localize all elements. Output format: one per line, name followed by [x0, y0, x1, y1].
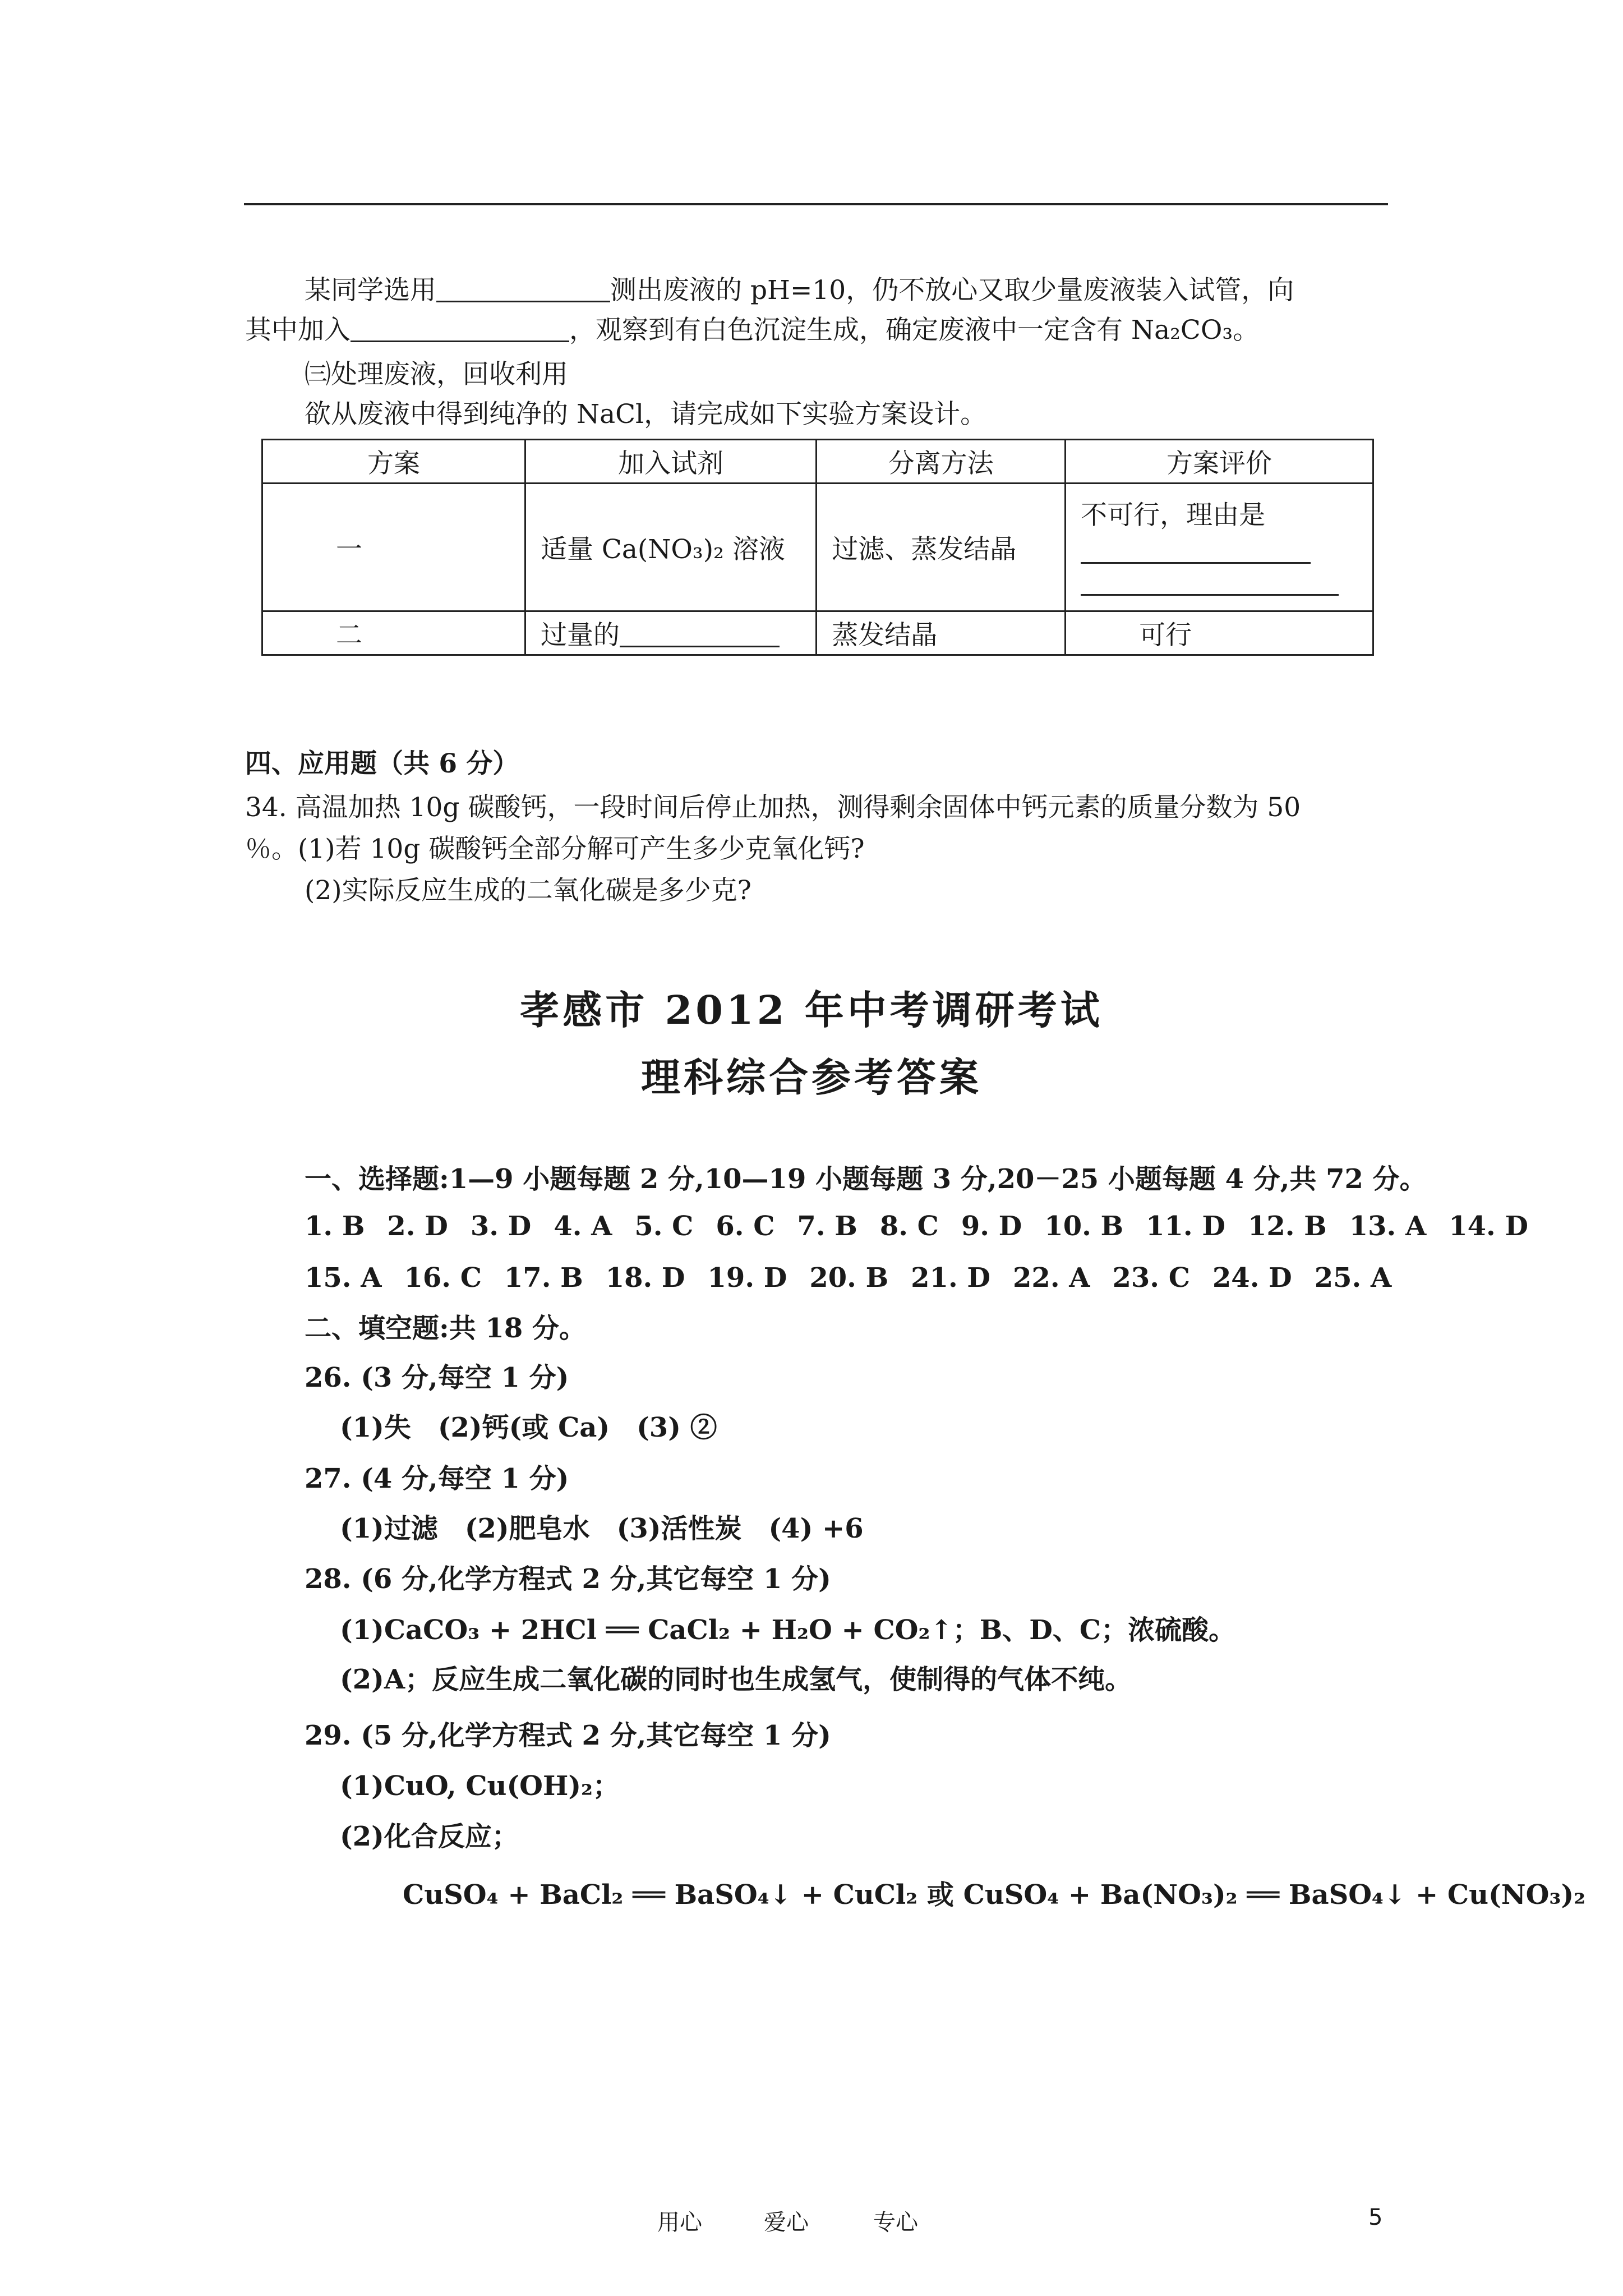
list-item: 3. D — [470, 1211, 532, 1242]
q34-line-1: 34. 高温加热 10g 碳酸钙，一段时间后停止加热，测得剩余固体中钙元素的质量分数为 50 — [245, 792, 1301, 823]
page-number: 5 — [1368, 2205, 1383, 2230]
reagent-cell: 过量的 — [525, 611, 816, 655]
q27-heading: 27. (4 分,每空 1 分) — [305, 1463, 569, 1494]
q28-answer-2: (2)A；反应生成二氧化碳的同时也生成氢气，使制得的气体不纯。 — [340, 1664, 1132, 1695]
header-rule — [244, 203, 1388, 205]
footer-motto-2: 爱心 — [764, 2210, 809, 2235]
reagent-blank[interactable] — [620, 620, 780, 647]
q26-answer: (1)失 (2)钙(或 Ca) (3) ② — [340, 1412, 717, 1443]
answer-section-2-title: 二、填空题:共 18 分。 — [305, 1313, 586, 1344]
footer-motto-3: 专心 — [873, 2210, 918, 2235]
plan-cell: 二 — [262, 611, 525, 655]
list-item: 19. D — [707, 1262, 787, 1294]
experiment-plan-table — [261, 439, 1374, 656]
header-plan: 方案 — [262, 440, 525, 484]
list-item: 14. D — [1449, 1211, 1529, 1242]
list-item: 1. B — [305, 1211, 365, 1242]
header-method: 分离方法 — [817, 440, 1066, 484]
answer-key-title: 孝感市 2012 年中考调研考试 — [520, 987, 1103, 1033]
question-line-2: 其中加入 ，观察到有白色沉淀生成，确定废液中一定含有 Na₂CO₃。 — [245, 315, 1260, 346]
q26-heading: 26. (3 分,每空 1 分) — [305, 1362, 569, 1393]
list-item: 16. C — [404, 1262, 482, 1294]
list-item: 4. A — [554, 1211, 612, 1242]
plan-cell: 一 — [262, 484, 525, 611]
question-line-1: 某同学选用 测出废液的 pH=10，仍不放心又取少量废液装入试管，向 — [305, 275, 1294, 306]
list-item: 20. B — [809, 1262, 889, 1294]
reagent-cell: 适量 Ca(NO₃)₂ 溶液 — [525, 484, 816, 611]
answer-section-1-title: 一、选择题:1—9 小题每题 2 分,10—19 小题每题 3 分,20－25 小题每题 4 分,共 72 分。 — [305, 1163, 1427, 1195]
header-reagent: 加入试剂 — [525, 440, 816, 484]
q29-answer-1: (1)CuO, Cu(OH)₂； — [340, 1770, 620, 1802]
list-item: 9. D — [961, 1211, 1022, 1242]
table-header-row — [262, 440, 1373, 484]
section-4-title: 四、应用题（共 6 分） — [245, 748, 519, 779]
list-item: 2. D — [387, 1211, 448, 1242]
q29-answer-3: CuSO₄ + BaCl₂ ══ BaSO₄↓ + CuCl₂ 或 CuSO₄ + Ba(NO₃)₂ ══ BaSO₄↓ + Cu(NO₃)₂ — [403, 1879, 1586, 1911]
q29-heading: 29. (5 分,化学方程式 2 分,其它每空 1 分) — [305, 1720, 831, 1751]
table-row — [262, 484, 1373, 611]
choice-answers-row-1 — [305, 1211, 1551, 1242]
method-cell: 过滤、蒸发结晶 — [817, 484, 1066, 611]
evaluation-cell: 可行 — [1066, 611, 1373, 655]
reason-blank-2[interactable] — [1081, 572, 1339, 596]
list-item: 13. A — [1349, 1211, 1427, 1242]
q29-answer-2: (2)化合反应； — [340, 1821, 519, 1852]
q28-answer-1: (1)CaCO₃ + 2HCl ══ CaCl₂ + H₂O + CO₂↑；B、D、C；浓硫酸。 — [340, 1614, 1236, 1646]
footer-motto-1: 用心 — [657, 2210, 702, 2235]
table-intro: 欲从废液中得到纯净的 NaCl，请完成如下实验方案设计。 — [305, 399, 987, 430]
list-item: 11. D — [1146, 1211, 1225, 1242]
list-item: 12. B — [1247, 1211, 1327, 1242]
list-item: 6. C — [716, 1211, 775, 1242]
list-item: 25. A — [1314, 1262, 1392, 1294]
answer-key-subtitle: 理科综合参考答案 — [641, 1054, 982, 1101]
list-item: 7. B — [797, 1211, 857, 1242]
list-item: 8. C — [879, 1211, 939, 1242]
list-item: 10. B — [1044, 1211, 1124, 1242]
q34-line-3: (2)实际反应生成的二氧化碳是多少克? — [305, 875, 751, 906]
method-cell: 蒸发结晶 — [817, 611, 1066, 655]
list-item: 21. D — [911, 1262, 991, 1294]
answer-blank-1[interactable] — [436, 275, 610, 302]
q27-answer: (1)过滤 (2)肥皂水 (3)活性炭 (4) +6 — [340, 1513, 864, 1544]
list-item: 18. D — [605, 1262, 685, 1294]
list-item: 15. A — [305, 1262, 382, 1294]
q28-heading: 28. (6 分,化学方程式 2 分,其它每空 1 分) — [305, 1563, 831, 1595]
answer-blank-2[interactable] — [351, 315, 569, 342]
list-item: 24. D — [1212, 1262, 1292, 1294]
list-item: 23. C — [1112, 1262, 1190, 1294]
table-row — [262, 611, 1373, 655]
reason-blank-1[interactable] — [1081, 540, 1311, 564]
choice-answers-row-2 — [305, 1262, 1414, 1294]
list-item: 22. A — [1013, 1262, 1090, 1294]
q34-line-2: ％。(1)若 10g 碳酸钙全部分解可产生多少克氧化钙? — [245, 834, 865, 864]
header-evaluation: 方案评价 — [1066, 440, 1373, 484]
list-item: 17. B — [504, 1262, 583, 1294]
list-item: 5. C — [634, 1211, 694, 1242]
evaluation-cell: 不可行，理由是 — [1066, 484, 1373, 611]
step-3-heading: ㈢处理废液，回收利用 — [305, 359, 568, 390]
